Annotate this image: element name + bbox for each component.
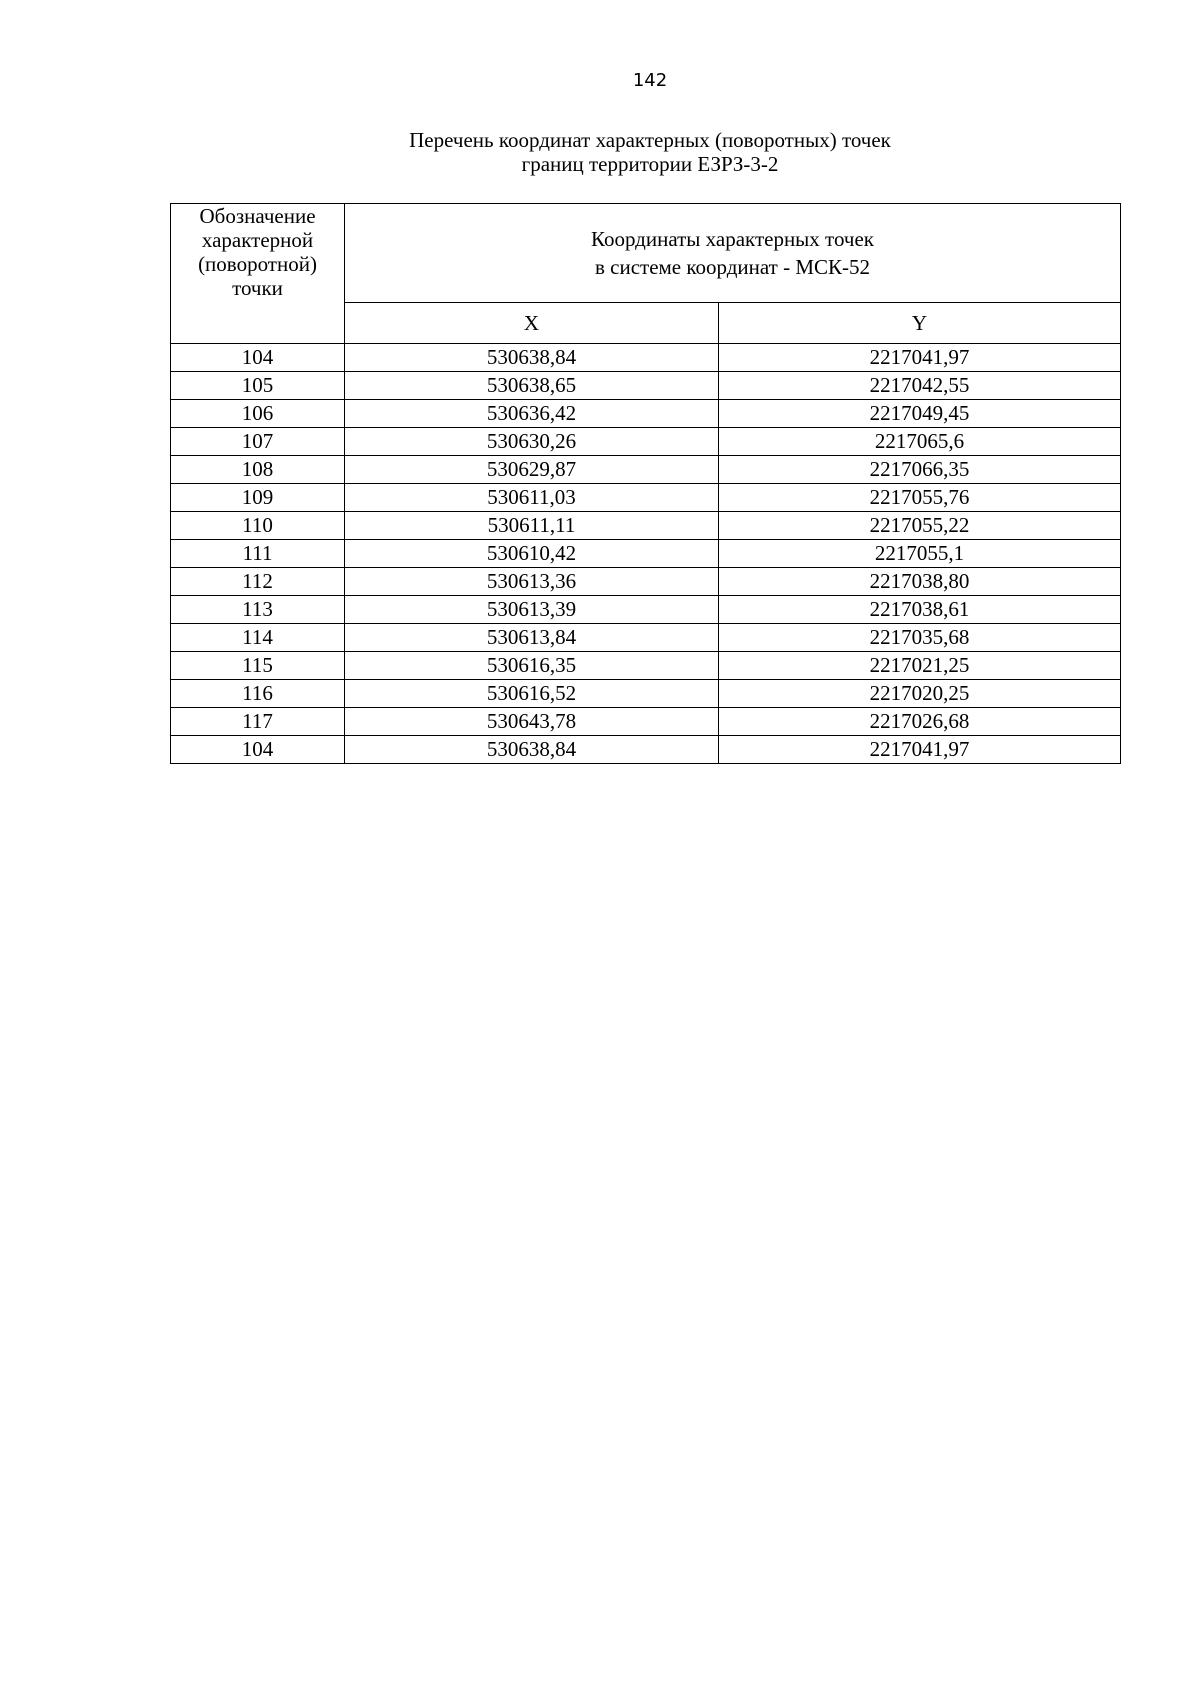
page-number: 142 <box>632 70 668 91</box>
y-coordinate-cell: 2217035,68 <box>719 624 1121 652</box>
x-coordinate-cell: 530611,11 <box>345 512 719 540</box>
x-coordinate-cell: 530611,03 <box>345 484 719 512</box>
y-coordinate-cell: 2217055,22 <box>719 512 1121 540</box>
coords-header-line: Координаты характерных точек <box>591 227 874 251</box>
point-cell: 109 <box>171 484 345 512</box>
y-coordinate-cell: 2217055,76 <box>719 484 1121 512</box>
table-row <box>171 428 1121 456</box>
x-coordinate-cell: 530643,78 <box>345 708 719 736</box>
table-row <box>171 624 1121 652</box>
x-coordinate-cell: 530613,36 <box>345 568 719 596</box>
y-coordinate-cell: 2217021,25 <box>719 652 1121 680</box>
point-cell: 117 <box>171 708 345 736</box>
title-line-1: Перечень координат характерных (поворотных) точек <box>409 128 891 152</box>
point-designation-header <box>171 204 345 344</box>
y-coordinate-cell: 2217041,97 <box>719 736 1121 764</box>
point-cell: 108 <box>171 456 345 484</box>
coords-header-line: в системе координат - МСК-52 <box>594 255 871 279</box>
table-row <box>171 344 1121 372</box>
y-coordinate-cell: 2217065,6 <box>719 428 1121 456</box>
table-row <box>171 652 1121 680</box>
x-coordinate-cell: 530638,84 <box>345 736 719 764</box>
point-cell: 104 <box>171 344 345 372</box>
point-cell: 105 <box>171 372 345 400</box>
table-row <box>171 372 1121 400</box>
table-row <box>171 680 1121 708</box>
table-row <box>171 456 1121 484</box>
point-cell: 107 <box>171 428 345 456</box>
point-cell: 111 <box>171 540 345 568</box>
x-coordinate-cell: 530616,35 <box>345 652 719 680</box>
coordinates-group-header <box>345 204 1121 303</box>
table-row <box>171 568 1121 596</box>
point-cell: 106 <box>171 400 345 428</box>
y-column-header: Y <box>719 303 1121 344</box>
x-coordinate-cell: 530638,65 <box>345 372 719 400</box>
point-cell: 113 <box>171 596 345 624</box>
table-row <box>171 512 1121 540</box>
coordinates-table <box>170 203 1121 764</box>
y-coordinate-cell: 2217026,68 <box>719 708 1121 736</box>
y-coordinate-cell: 2217049,45 <box>719 400 1121 428</box>
point-cell: 110 <box>171 512 345 540</box>
point-header-line: Обозначение <box>199 204 316 228</box>
x-coordinate-cell: 530638,84 <box>345 344 719 372</box>
x-coordinate-cell: 530613,84 <box>345 624 719 652</box>
table-row <box>171 540 1121 568</box>
y-coordinate-cell: 2217066,35 <box>719 456 1121 484</box>
x-coordinate-cell: 530610,42 <box>345 540 719 568</box>
y-coordinate-cell: 2217042,55 <box>719 372 1121 400</box>
point-header-line: характерной <box>201 228 314 252</box>
table-header-row <box>171 204 1121 303</box>
point-cell: 116 <box>171 680 345 708</box>
title-line-2: границ территории ЕЗРЗ-3-2 <box>521 152 779 176</box>
x-coordinate-cell: 530636,42 <box>345 400 719 428</box>
table-row <box>171 596 1121 624</box>
table-row <box>171 400 1121 428</box>
y-coordinate-cell: 2217020,25 <box>719 680 1121 708</box>
y-coordinate-cell: 2217041,97 <box>719 344 1121 372</box>
x-coordinate-cell: 530629,87 <box>345 456 719 484</box>
point-cell: 104 <box>171 736 345 764</box>
x-column-header: X <box>345 303 719 344</box>
y-coordinate-cell: 2217055,1 <box>719 540 1121 568</box>
table-row <box>171 736 1121 764</box>
table-row <box>171 484 1121 512</box>
x-coordinate-cell: 530613,39 <box>345 596 719 624</box>
point-header-line: точки <box>232 276 283 300</box>
y-coordinate-cell: 2217038,61 <box>719 596 1121 624</box>
x-coordinate-cell: 530616,52 <box>345 680 719 708</box>
table-row <box>171 708 1121 736</box>
point-cell: 114 <box>171 624 345 652</box>
y-coordinate-cell: 2217038,80 <box>719 568 1121 596</box>
point-cell: 112 <box>171 568 345 596</box>
point-header-line: (поворотной) <box>198 252 317 276</box>
point-cell: 115 <box>171 652 345 680</box>
document-title <box>0 128 1200 176</box>
table-body <box>171 344 1121 764</box>
x-coordinate-cell: 530630,26 <box>345 428 719 456</box>
